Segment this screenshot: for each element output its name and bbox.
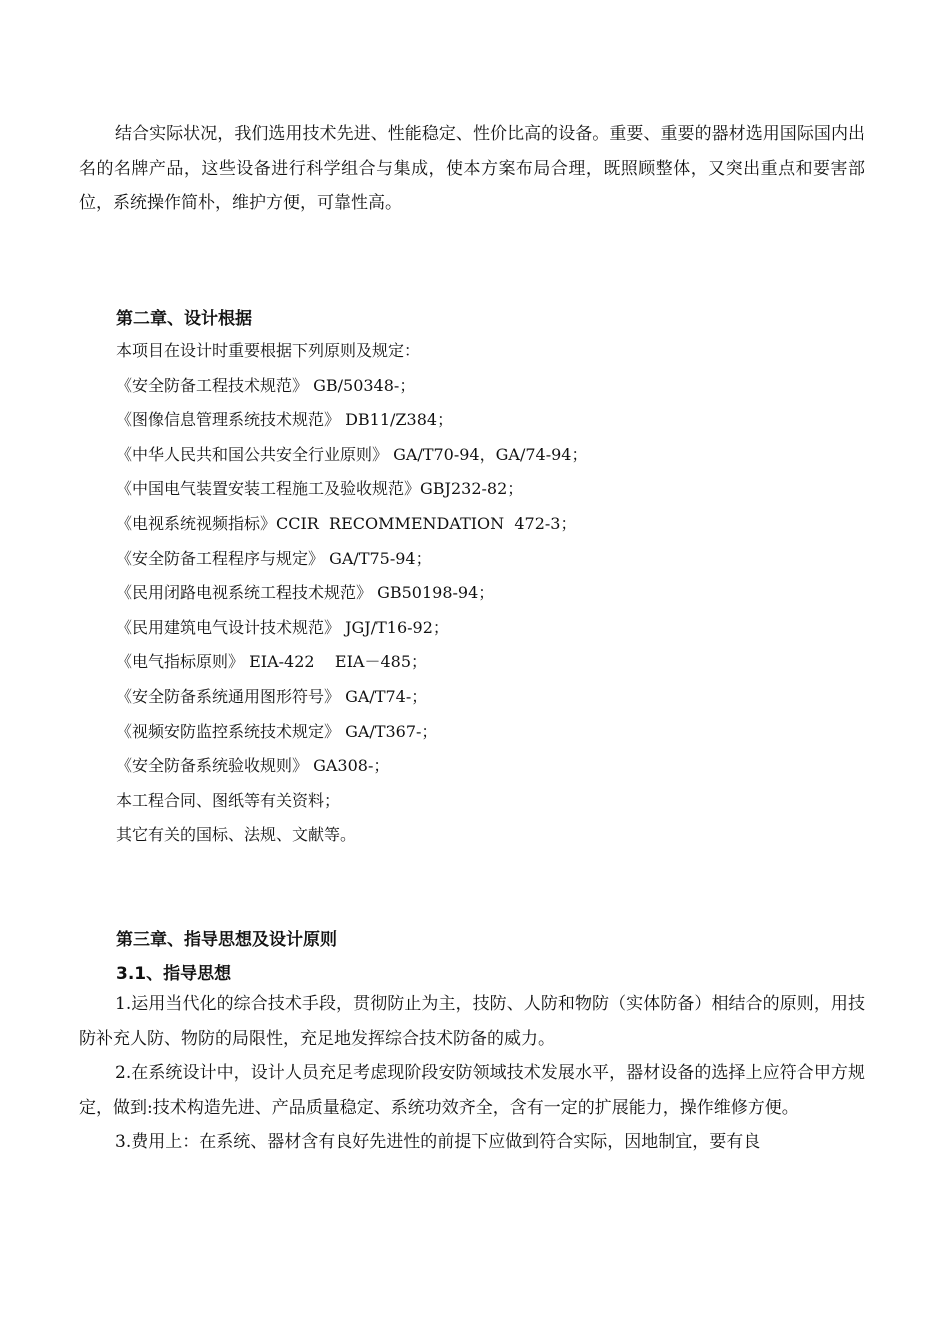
list-item: 《安全防备工程技术规范》 GB/50348-； (116, 375, 416, 395)
list-item: 《中国电气装置安装工程施工及验收规范》GBJ232-82； (116, 479, 524, 499)
list-item: 其它有关的国标、法规、文献等。 (116, 825, 357, 845)
intro-section (79, 117, 865, 221)
chapter-2-title: 第二章、设计根据 (116, 309, 252, 329)
section-3-1-title: 3.1、指导思想 (116, 964, 232, 984)
chapter-3-title: 第三章、指导思想及设计原则 (116, 930, 337, 950)
list-item: 《安全防备系统通用图形符号》 GA/T74-； (116, 686, 428, 706)
intro-paragraph: 结合实际状况，我们选用技术先进、性能稳定、性价比高的设备。重要、重要的器材选用国际国内出名的名牌产品，这些设备进行科学组合与集成，使本方案布局合理，既照顾整体，又突出重点和要害部位，系统操作简朴，维护方便，可靠性高。 (79, 124, 865, 213)
list-item: 本项目在设计时重要根据下列原则及规定： (116, 341, 421, 360)
list-item: 《视频安防监控系统技术规定》 GA/T367-； (116, 721, 438, 741)
list-item: 《电气指标原则》 EIA-422 EIA－485； (116, 652, 428, 672)
list-item: 《图像信息管理系统技术规范》 DB11/Z384； (116, 410, 454, 430)
list-item: 《民用建筑电气设计技术规范》 JGJ/T16-92； (116, 617, 449, 637)
list-item: 本工程合同、图纸等有关资料； (116, 790, 341, 810)
list-item: 《民用闭路电视系统工程技术规范》 GB50198-94； (116, 583, 495, 603)
list-item: 《安全防备工程程序与规定》 GA/T75-94； (116, 548, 432, 568)
list-item: 《中华人民共和国公共安全行业原则》 GA/T70-94，GA/74-94； (116, 444, 588, 464)
guiding-ideas-section (79, 987, 865, 1160)
guiding-paragraph: 2.在系统设计中，设计人员充足考虑现阶段安防领域技术发展水平，器材设备的选择上应符合甲方规定，做到:技术构造先进、产品质量稳定、系统功效齐全，含有一定的扩展能力，操作维修方便。 (79, 1063, 865, 1118)
design-basis-list (116, 334, 876, 853)
guiding-paragraph: 1.运用当代化的综合技术手段，贯彻防止为主，技防、人防和物防（实体防备）相结合的原则，用技防补充人防、物防的局限性，充足地发挥综合技术防备的威力。 (79, 994, 865, 1049)
list-item: 《安全防备系统验收规则》 GA308-； (116, 756, 390, 776)
list-item: 《电视系统视频指标》CCIR RECOMMENDATION 472-3； (116, 513, 577, 533)
guiding-paragraph: 3.费用上：在系统、器材含有良好先进性的前提下应做到符合实际，因地制宜，要有良 (115, 1132, 761, 1152)
